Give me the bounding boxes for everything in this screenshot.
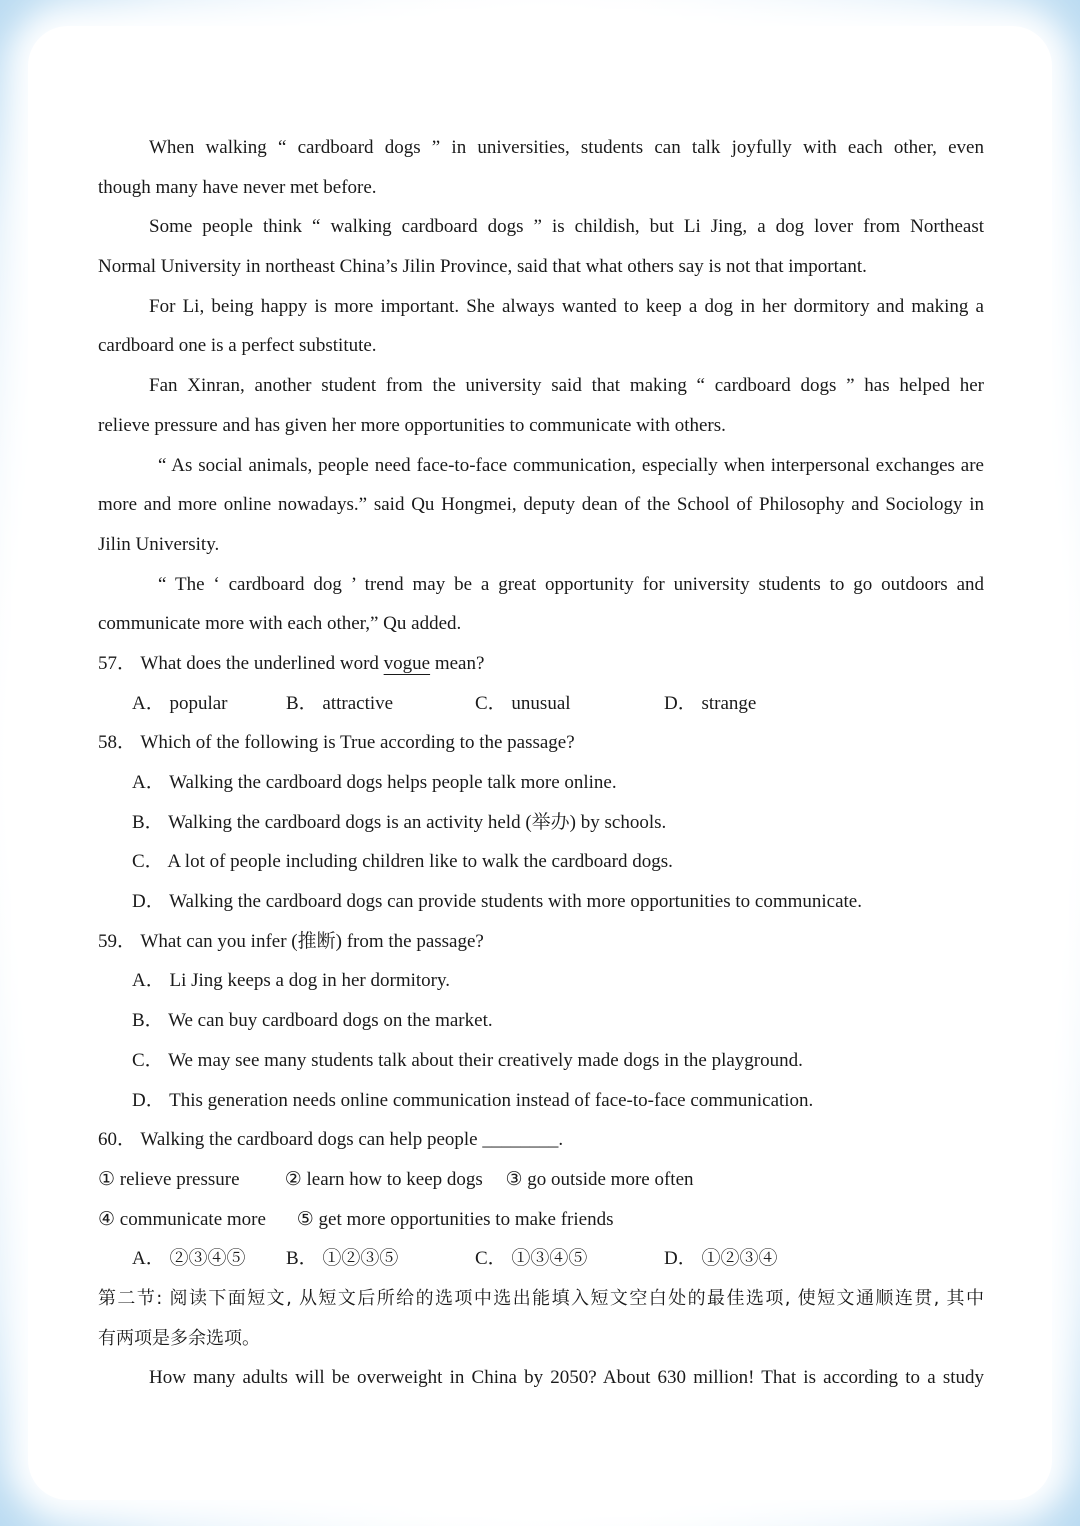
question-57: [98, 644, 984, 723]
option-a[interactable]: A． Walking the cardboard dogs helps people talk more online.: [132, 772, 617, 793]
paragraph-line: For Li, being happy is more important. She always wanted to keep a dog in her dormitory and making a: [149, 295, 984, 317]
option-d[interactable]: D． strange: [664, 692, 757, 714]
item-4: ④ communicate more: [98, 1208, 266, 1230]
question-stem: 59． What can you infer (推断) from the passage?: [98, 930, 484, 952]
paragraph-line: Fan Xinran, another student from the university said that making “ cardboard dogs ” has helped her: [149, 375, 984, 397]
item-1: ① relieve pressure: [98, 1168, 240, 1190]
document-content: [98, 128, 984, 1398]
section-2: [98, 1279, 984, 1398]
numbered-items: [98, 1160, 984, 1200]
option-c[interactable]: C． We may see many students talk about their creatively made dogs in the playground.: [132, 1049, 803, 1071]
passage-paragraph-5: [98, 446, 984, 565]
item-2: ② learn how to keep dogs: [284, 1168, 483, 1190]
paragraph-line: “ As social animals, people need face-to-face communication, especially when interpersonal exchanges are: [158, 454, 984, 476]
paragraph-line: Jilin University.: [98, 533, 220, 555]
option-b[interactable]: B． Walking the cardboard dogs is an activity held (举办) by schools.: [132, 811, 667, 833]
option-d[interactable]: D． This generation needs online communication instead of face-to-face communication.: [132, 1089, 814, 1111]
answer-options: [98, 1239, 984, 1279]
paragraph-line: cardboard one is a perfect substitute.: [98, 335, 377, 357]
option-c[interactable]: C． unusual: [475, 692, 571, 714]
option-d[interactable]: D． Walking the cardboard dogs can provide students with more opportunities to communicate.: [132, 891, 862, 913]
option-d[interactable]: D． ①②③④: [664, 1248, 778, 1270]
option-a[interactable]: A． Li Jing keeps a dog in her dormitory.: [132, 970, 451, 992]
option-c[interactable]: C． ①③④⑤: [475, 1248, 588, 1270]
passage-paragraph-3: [98, 287, 984, 366]
question-stem: [98, 644, 984, 684]
paragraph-line: “ The ‘ cardboard dog ’ trend may be a great opportunity for university students to go outdoors and: [158, 573, 984, 595]
section-instruction: 第二节: 阅读下面短文, 从短文后所给的选项中选出能填入短文空白处的最佳选项, 使短文通顺连贯, 其中: [98, 1287, 984, 1309]
paragraph-line: When walking “ cardboard dogs ” in universities, students can talk joyfully with each other, even: [149, 137, 984, 158]
section-instruction: 有两项是多余选项。: [98, 1327, 260, 1349]
paragraph-line: Some people think “ walking cardboard dogs ” is childish, but Li Jing, a dog lover from Northeast: [149, 216, 984, 238]
question-58: [98, 723, 984, 921]
item-3: ③ go outside more often: [505, 1168, 694, 1190]
stem-text: 57． What does the underlined word: [98, 652, 384, 674]
question-60: [98, 1120, 984, 1279]
item-5: ⑤ get more opportunities to make friends: [296, 1208, 614, 1230]
question-stem: 58． Which of the following is True according to the passage?: [98, 732, 575, 754]
paragraph-line: more and more online nowadays.” said Qu Hongmei, deputy dean of the School of Philosophy and Sociology in: [98, 494, 984, 516]
passage-paragraph-1: [98, 128, 984, 207]
passage-paragraph-4: [98, 366, 984, 445]
option-b[interactable]: B． attractive: [286, 692, 394, 714]
question-59: [98, 922, 984, 1120]
answer-options: [98, 684, 984, 724]
paragraph-line: How many adults will be overweight in China by 2050? About 630 million! That is according to a study: [149, 1367, 984, 1389]
passage-paragraph-2: [98, 207, 984, 286]
option-b[interactable]: B． We can buy cardboard dogs on the market.: [132, 1010, 493, 1032]
option-a[interactable]: A． ②③④⑤: [132, 1248, 246, 1270]
option-a[interactable]: A． popular: [132, 692, 228, 714]
paragraph-line: Normal University in northeast China’s Jilin Province, said that what others say is not that important.: [98, 256, 867, 278]
passage-paragraph-6: [98, 565, 984, 644]
stem-text: mean?: [430, 652, 485, 674]
numbered-items: [98, 1200, 984, 1240]
option-b[interactable]: B． ①②③⑤: [286, 1248, 399, 1270]
question-stem: 60． Walking the cardboard dogs can help people ________.: [98, 1129, 564, 1151]
option-c[interactable]: C． A lot of people including children like to walk the cardboard dogs.: [132, 851, 673, 873]
paragraph-line: relieve pressure and has given her more opportunities to communicate with others.: [98, 414, 726, 436]
paragraph-line: though many have never met before.: [98, 176, 377, 198]
paragraph-line: communicate more with each other,” Qu added.: [98, 613, 462, 635]
underlined-word: vogue: [383, 652, 431, 674]
